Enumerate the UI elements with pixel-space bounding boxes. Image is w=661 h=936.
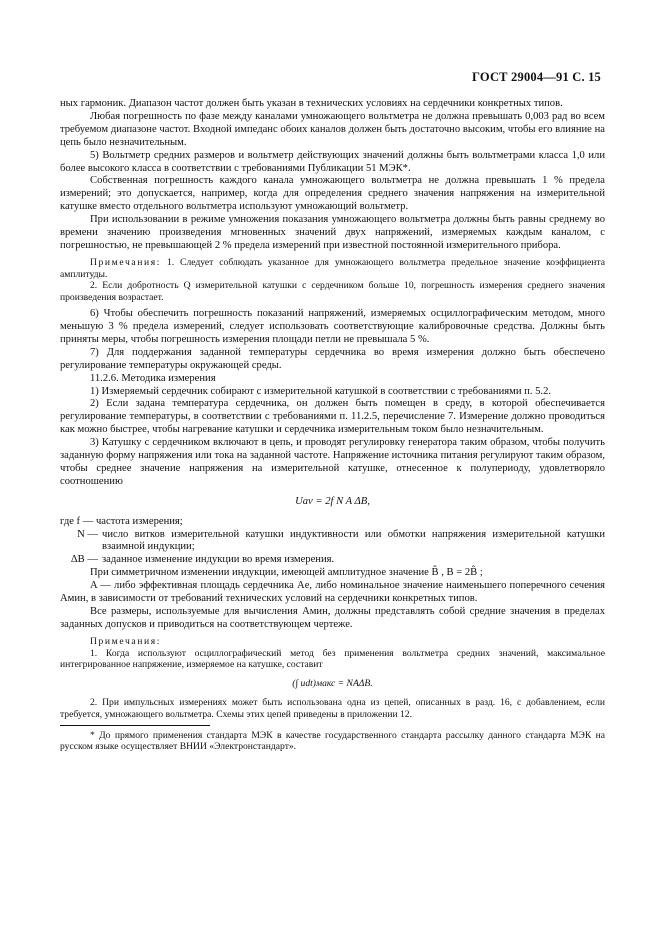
definition-desc: заданное изменение индукции во время измерения. bbox=[102, 554, 335, 566]
paragraph: 2) Если задана температура сердечника, он должен быть помещен в среду, в которой обеспечивается регулирование температуры, в соответствии с требованиями п. 11.2.5, перечисление 7. Измерение должно проводиться как можно быстрее, чтобы нагревание катушки и сердечника измерительным током было незначительным. bbox=[60, 398, 605, 436]
paragraph: 5) Вольтметр средних размеров и вольтметр действующих значений должны быть вольтметрами класса 1,0 или более высокого класса в соответствии с требованиями Публикации 51 МЭК*. bbox=[60, 149, 605, 174]
note: 2. Если добротность Q измерительной катушки с сердечником больше 10, погрешность измерения среднего значения произведения возрастает. bbox=[60, 280, 605, 304]
footnote-divider bbox=[60, 725, 210, 726]
section-heading: 11.2.6. Методика измерения bbox=[90, 372, 216, 384]
note-heading: Примечания: bbox=[90, 635, 161, 647]
note: 2. При импульсных измерениях может быть использована одна из цепей, описанных в разд. 16, с добавлением, если требуется, умножающего вольтметра. Схемы этих цепей приведены в приложении 12. bbox=[60, 697, 605, 720]
paragraph: При симметричном изменении индукции, имеющей амплитудное значение B̂ , B = 2B̂ ; bbox=[90, 567, 483, 579]
paragraph: 7) Для поддержания заданной температуры сердечника во время измерения должно быть обеспечено регулирование температуры окружающей среды. bbox=[60, 346, 605, 371]
note-text: 1. Следует соблюдать указанное для умножающего вольтметра предельное значение коэффициента амплитуды. bbox=[60, 256, 605, 280]
note-heading: Примечания: bbox=[90, 256, 161, 268]
paragraph: При использовании в режиме умножения показания умножающего вольтметра должны быть равны среднему во времени значению произведения мгновенных значений двух напряжений, измеряемых каждым каналом, с погрешностью, не превышающей 2 % предела измерений при известной постоянной измерительного прибора. bbox=[60, 214, 605, 251]
paragraph: A — либо эффективная площадь сердечника Ae, либо номинальное значение наименьшего поперечного сечения Aмин, в зависимости от требований технических условий на сердечники конкретных типов. bbox=[60, 580, 605, 605]
paragraph: ных гармоник. Диапазон частот должен быть указан в технических условиях на сердечники конкретных типов. bbox=[60, 98, 563, 109]
definition-term: ΔB — bbox=[70, 554, 98, 566]
paragraph: Любая погрешность по фазе между каналами умножающего вольтметра не должна превышать 0,003 рад во всем требуемом диапазоне частот. Входной импеданс обоих каналов должен быть достаточно высоким, чтобы его влияние на цепь было незначительным. bbox=[60, 110, 605, 148]
note bbox=[60, 257, 605, 281]
footnote: * До прямого применения стандарта МЭК в качестве государственного стандарта рассылку данного стандарта МЭК на русском языке осуществляет ВНИИ «Электронстандарт». bbox=[60, 729, 605, 753]
paragraph: Собственная погрешность каждого канала умножающего вольтметра не должна превышать 1 % предела измерений; это допускается, например, когда для определения среднего значения напряжения на измерительной катушке вместо отдельного вольтметра используют умножающий вольтметр. bbox=[60, 175, 605, 213]
definition-desc: число витков измерительной катушки индуктивности или обмотки напряжения измерительной катушки взаимной индукции; bbox=[102, 528, 605, 553]
definition-term: N — bbox=[77, 528, 98, 540]
definition-item bbox=[60, 529, 605, 555]
formula: Uav = 2f N A ΔB, bbox=[295, 495, 370, 507]
page-header: ГОСТ 29004—91 С. 15 bbox=[472, 70, 601, 84]
note: 1. Когда используют осциллографический метод без применения вольтметра средних значений, максимальное интегрированное напряжение, измеряемое на катушке, составит bbox=[60, 647, 605, 671]
definition-item bbox=[60, 554, 605, 567]
paragraph: 1) Измеряемый сердечник собирают с измерительной катушкой в соответствии с требованиями п. 5.2. bbox=[90, 385, 552, 397]
document-body bbox=[60, 98, 605, 753]
formula: (∫ udt)макс = NAΔB. bbox=[292, 678, 373, 690]
paragraph: 3) Катушку с сердечником включают в цепь, и проводят регулировку генератора таким образом, чтобы получить заданную форму напряжения или тока на заданной частоте. Напряжение источника питания регулируют таким образом, чтобы среднее значение напряжения на измерительной катушке, отнесенное к полупериоду, удовлетворяло соотношению bbox=[60, 437, 605, 487]
paragraph: Все размеры, используемые для вычисления Aмин, должны представлять собой средние значения в пределах заданных допусков и приводиться на соответствующем чертеже. bbox=[60, 606, 605, 630]
paragraph: 6) Чтобы обеспечить погрешность показаний напряжений, измеряемых осциллографическим методом, много меньшую 3 % предела измерений, следует использовать соответствующие калибровочные средства. Должны быть приняты меры, чтобы погрешность измерения площади петли не превышала 5 %. bbox=[60, 308, 605, 345]
definition-intro: где f — частота измерения; bbox=[60, 515, 183, 527]
definition-list bbox=[60, 529, 605, 568]
